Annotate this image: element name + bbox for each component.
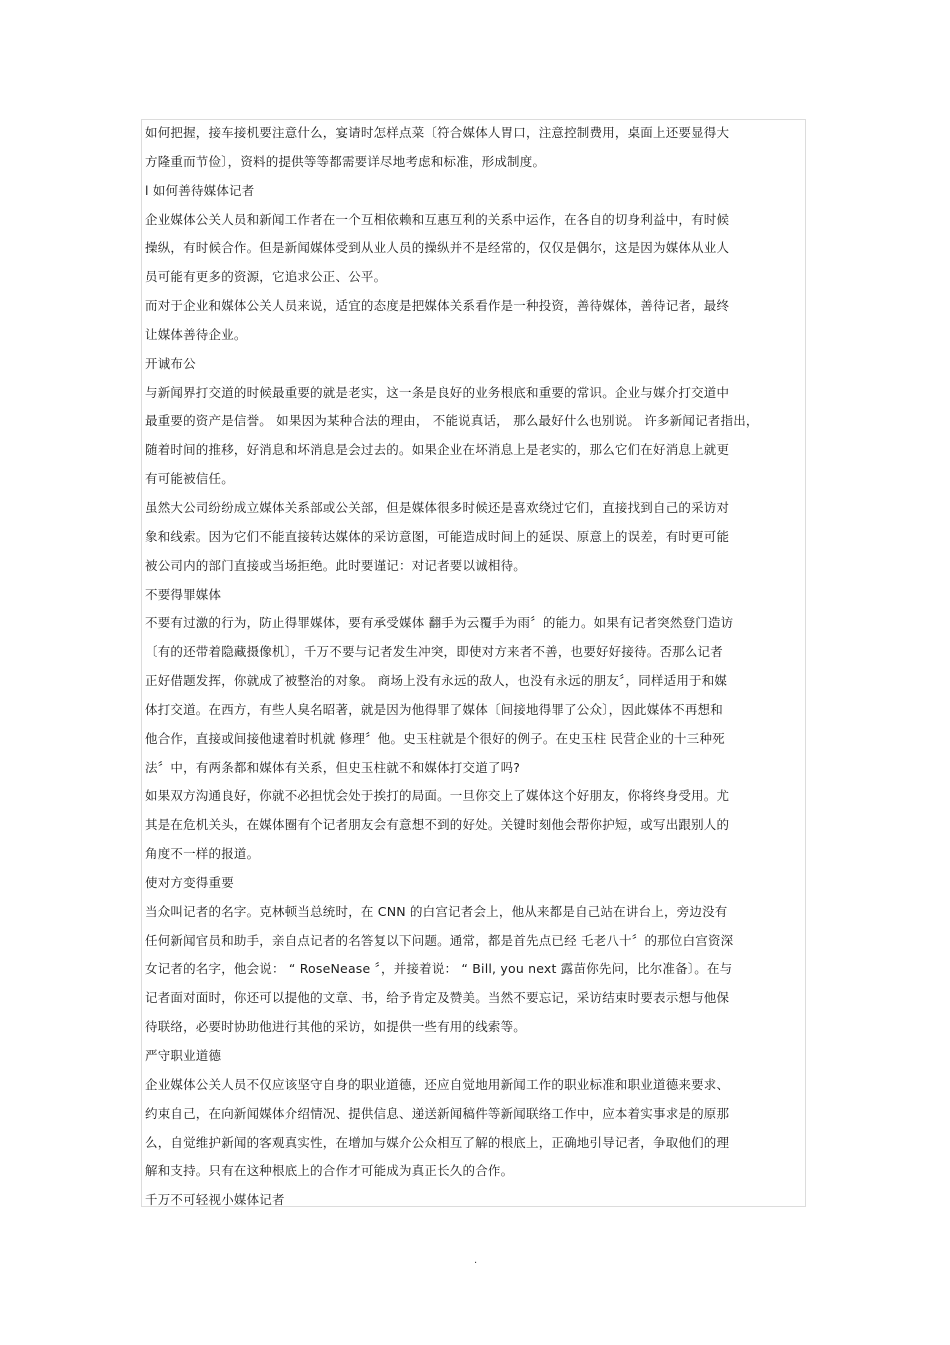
paragraph-line: 随着时间的推移，好消息和坏消息是会过去的。如果企业在坏消息上是老实的，那么它们在好消息上就更	[145, 442, 730, 458]
paragraph-line: 么，自觉维护新闻的客观真实性，在增加与媒介公众相互了解的根底上，正确地引导记者，争取他们的理	[145, 1134, 730, 1150]
paragraph-line: 企业媒体公关人员不仅应该坚守自身的职业道德，还应自觉地用新闻工作的职业标准和职业道德来要求、	[145, 1076, 730, 1092]
paragraph-line: 让媒体善待企业。	[145, 326, 247, 342]
section-heading: 千万不可轻视小媒体记者	[145, 1192, 285, 1208]
paragraph-line: 解和支持。只有在这种根底上的合作才可能成为真正长久的合作。	[145, 1163, 514, 1179]
paragraph-line: 任何新闻官员和助手，亲自点记者的名答复以下问题。通常，都是首先点已经 乇老八十〞的那位白宫资深	[145, 932, 734, 948]
paragraph-line: 有可能被信任。	[145, 471, 234, 487]
paragraph-line: 约束自己，在向新闻媒体介绍情况、提供信息、递送新闻稿件等新闻联络工作中，应本着实事求是的原那	[145, 1105, 730, 1121]
paragraph-line: 待联络，必要时协助他进行其他的采访，如提供一些有用的线索等。	[145, 1019, 527, 1035]
paragraph-line: 最重要的资产是信誉。 如果因为某种合法的理由， 不能说真话， 那么最好什么也别说。 许多新闻记者指出，	[145, 413, 759, 429]
paragraph-line: 当众叫记者的名字。克林顿当总统时，在 CNN 的白宫记者会上，他从来都是自己站在讲台上，旁边没有	[145, 903, 728, 919]
paragraph-line: 与新闻界打交道的时候最重要的就是老实，这一条是良好的业务根底和重要的常识。企业与媒介打交道中	[145, 384, 730, 400]
paragraph-line: 角度不一样的报道。	[145, 846, 260, 862]
paragraph-line: 不要有过激的行为，防止得罪媒体，要有承受媒体 翻手为云覆手为雨〞的能力。如果有记者突然登门造访	[145, 615, 734, 631]
document-body	[145, 119, 795, 1215]
section-heading: 开诚布公	[145, 355, 196, 371]
paragraph-line: 正好借题发挥，你就成了被整治的对象。 商场上没有永远的敌人，也没有永远的朋友〞，同样适用于和媒	[145, 673, 728, 689]
paragraph-line: 女记者的名字，他会说： “ RoseNease 〞，并接着说： “ Bill, you next 露苗你先问，比尔准备〕。在与	[145, 961, 733, 977]
paragraph-line: 法〞中，有两条都和媒体有关系，但史玉柱就不和媒体打交道了吗?	[145, 759, 521, 775]
paragraph-line: 员可能有更多的资源，它追求公正、公平。	[145, 269, 387, 285]
paragraph-line: 如何把握，接车接机要注意什么，宴请时怎样点菜〔符合媒体人胃口，注意控制费用，桌面上还要显得大	[145, 125, 730, 140]
paragraph-line: 记者面对面时，你还可以提他的文章、书，给予肯定及赞美。当然不要忘记，采访结束时要表示想与他保	[145, 990, 730, 1006]
section-heading: l 如何善待媒体记者	[145, 182, 255, 198]
paragraph-line: 而对于企业和媒体公关人员来说，适宜的态度是把媒体关系看作是一种投资，善待媒体，善待记者，最终	[145, 298, 730, 314]
section-heading: 不要得罪媒体	[145, 586, 222, 602]
paragraph-line: 他合作，直接或间接他逮着时机就 修理〞他。史玉柱就是个很好的例子。在史玉柱 民营企业的十三种死	[145, 730, 725, 746]
paragraph-line: 操纵，有时候合作。但是新闻媒体受到从业人员的操纵并不是经常的，仅仅是偶尔，这是因为媒体从业人	[145, 240, 730, 256]
paragraph-line: 象和线索。因为它们不能直接转达媒体的采访意图，可能造成时间上的延误、原意上的误差，有时更可能	[145, 528, 730, 544]
page-footer-mark: .	[474, 1255, 478, 1266]
paragraph-line: 如果双方沟通良好，你就不必担忧会处于挨打的局面。一旦你交上了媒体这个好朋友，你将终身受用。尤	[145, 788, 730, 804]
paragraph-line: 体打交道。在西方，有些人臭名昭著，就是因为他得罪了媒体〔间接地得罪了公众〕，因此媒体不再想和	[145, 701, 723, 717]
paragraph-line: 虽然大公司纷纷成立媒体关系部或公关部，但是媒体很多时候还是喜欢绕过它们，直接找到自己的采访对	[145, 499, 730, 515]
paragraph-line: 其是在危机关头，在媒体圈有个记者朋友会有意想不到的好处。关键时刻他会帮你护短，或写出跟别人的	[145, 817, 730, 833]
paragraph-line: 企业媒体公关人员和新闻工作者在一个互相依赖和互惠互利的关系中运作，在各自的切身利益中，有时候	[145, 211, 730, 227]
paragraph-line: 方隆重而节俭〕，资料的提供等等都需要详尽地考虑和标准，形成制度。	[145, 153, 546, 169]
paragraph-line: 〔有的还带着隐藏摄像机〕，千万不要与记者发生冲突，即使对方来者不善，也要好好接待。否那么记者	[145, 644, 723, 660]
section-heading: 严守职业道德	[145, 1048, 222, 1063]
paragraph-line: 被公司内的部门直接或当场拒绝。此时要谨记：对记者要以诚相待。	[145, 557, 527, 573]
section-heading: 使对方变得重要	[145, 874, 234, 890]
